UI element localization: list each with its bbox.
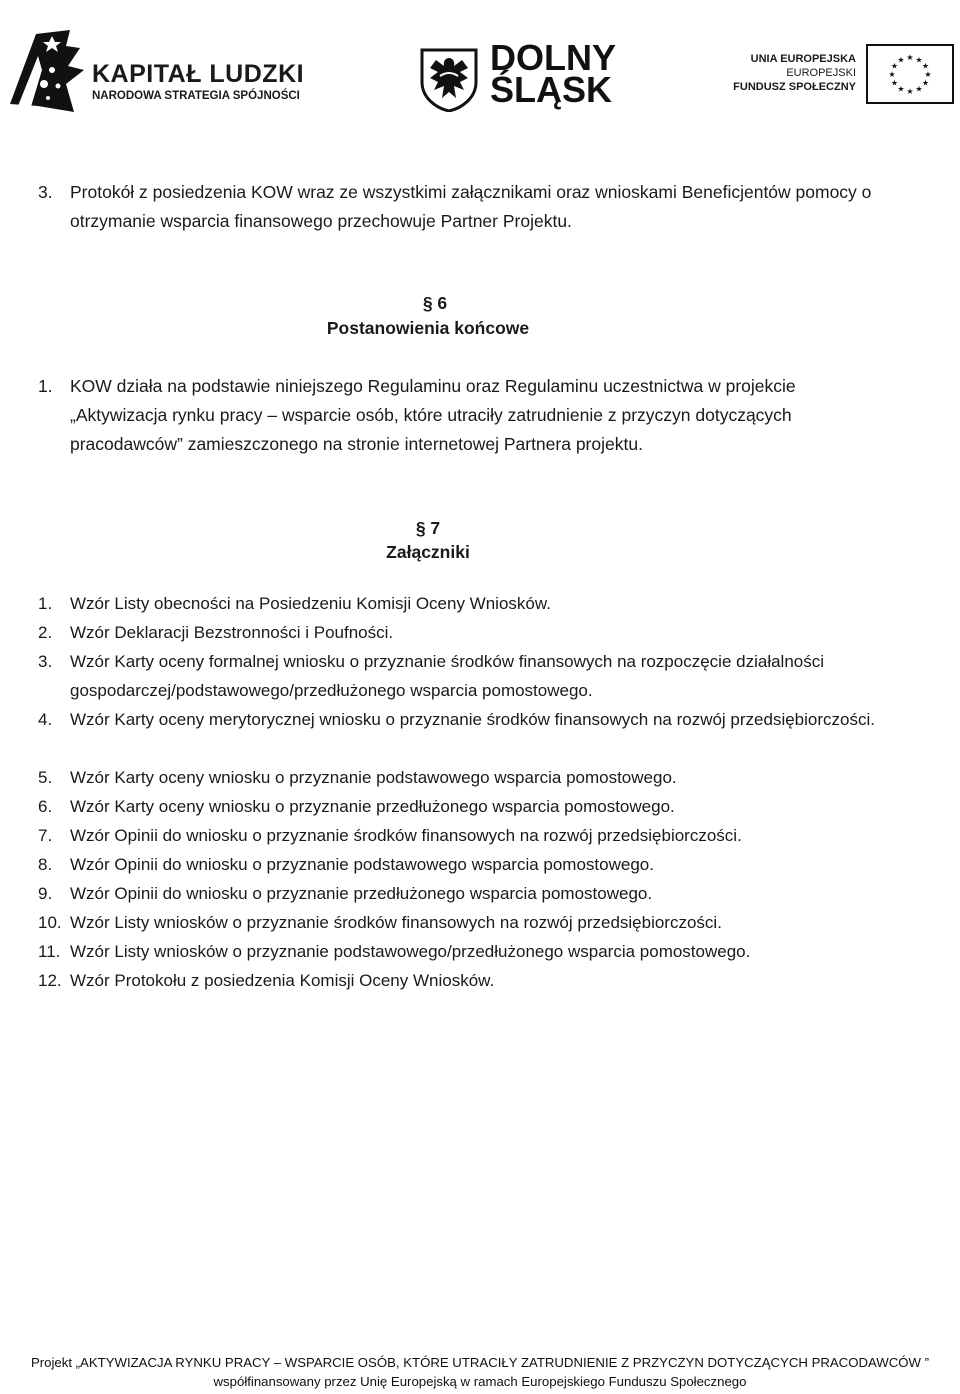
attachment-number: 11. xyxy=(38,942,61,961)
attachment-number: 2. xyxy=(38,623,53,642)
svg-text:★: ★ xyxy=(921,78,930,88)
svg-text:★: ★ xyxy=(897,55,905,65)
attachment-text: Wzór Opinii do wniosku o przyznanie podstawowego wsparcia pomostowego. xyxy=(70,855,654,874)
attachment-text: Wzór Karty oceny formalnej wniosku o przyznanie środków finansowych na rozpoczęcie działalności gospodarczej/podstawowego/przedłużonego wsparcia pomostowego. xyxy=(70,652,825,700)
item-text: Protokół z posiedzenia KOW wraz ze wszystkimi załącznikami oraz wnioskami Beneficjentów pomocy o otrzymanie wsparcia finansowego przechowuje Partner Projektu. xyxy=(70,182,872,231)
kapital-ludzki-mark-icon xyxy=(8,26,88,120)
attachment-text: Wzór Deklaracji Bezstronności i Poufności. xyxy=(70,623,394,642)
svg-text:★: ★ xyxy=(890,61,899,71)
svg-text:★: ★ xyxy=(915,55,923,65)
svg-text:★: ★ xyxy=(921,61,930,71)
page-header xyxy=(0,0,960,150)
svg-text:★: ★ xyxy=(897,84,905,94)
svg-text:★: ★ xyxy=(890,78,899,88)
eagle-crest-icon xyxy=(418,46,480,112)
attachment-number: 6. xyxy=(38,797,53,816)
attachment-number: 7. xyxy=(38,826,53,845)
attachment-text: Wzór Karty oceny wniosku o przyznanie podstawowego wsparcia pomostowego. xyxy=(70,768,677,787)
kapital-ludzki-title: KAPITAŁ LUDZKI xyxy=(92,60,305,88)
attachment-text: Wzór Opinii do wniosku o przyznanie przedłużonego wsparcia pomostowego. xyxy=(70,884,653,903)
dolny-slask-line2: ŚLĄSK xyxy=(490,69,613,110)
attachment-number: 10. xyxy=(38,913,62,932)
attachment-text: Wzór Karty oceny merytorycznej wniosku o przyznanie środków finansowych na rozwój przedsiębiorczości. xyxy=(70,710,875,729)
attachment-text: Wzór Opinii do wniosku o przyznanie środków finansowych na rozwój przedsiębiorczości. xyxy=(70,826,742,845)
kapital-ludzki-logo xyxy=(8,26,305,120)
attachment-number: 5. xyxy=(38,768,53,787)
svg-text:★: ★ xyxy=(915,84,923,94)
dolny-slask-logo xyxy=(418,37,618,114)
page-footer xyxy=(0,1353,960,1391)
attachment-text: Wzór Listy wniosków o przyznanie środków finansowych na rozwój przedsiębiorczości. xyxy=(70,913,722,932)
item-number: 3. xyxy=(38,182,53,202)
eu-flag-icon xyxy=(866,44,954,104)
kapital-ludzki-subtitle: NARODOWA STRATEGIA SPÓJNOŚCI xyxy=(92,90,300,102)
attachment-number: 8. xyxy=(38,855,53,874)
section-7-title: Załączniki xyxy=(386,542,470,562)
section-6-title: Postanowienia końcowe xyxy=(326,318,530,338)
eu-logo xyxy=(734,44,956,108)
attachment-number: 1. xyxy=(38,594,53,613)
item-text: KOW działa na podstawie niniejszego Regulaminu oraz Regulaminu uczestnictwa w projekcie „Aktywizacja rynku pracy – wsparcie osób, które utraciły zatrudnienie z przyczyn dotyczących pracodawców” zamieszczonego na stronie internetowej Partnera projektu. xyxy=(70,376,796,454)
attachment-text: Wzór Karty oceny wniosku o przyznanie przedłużonego wsparcia pomostowego. xyxy=(70,797,675,816)
attachment-text: Wzór Listy wniosków o przyznanie podstawowego/przedłużonego wsparcia pomostowego. xyxy=(70,942,751,961)
svg-text:★: ★ xyxy=(906,53,914,62)
svg-text:★: ★ xyxy=(906,87,914,96)
eu-logo-text xyxy=(733,52,856,94)
section-7-symbol: § 7 xyxy=(415,518,441,538)
attachment-text: Wzór Listy obecności na Posiedzeniu Komisji Oceny Wniosków. xyxy=(70,594,551,613)
attachment-number: 12. xyxy=(38,971,62,990)
eu-line3: FUNDUSZ SPOŁECZNY xyxy=(733,81,856,93)
attachment-number: 4. xyxy=(38,710,53,729)
attachment-number: 9. xyxy=(38,884,53,903)
footer-line2: współfinansowany przez Unię Europejską w ramach Europejskiego Funduszu Społecznego xyxy=(213,1374,747,1389)
attachment-number: 3. xyxy=(38,652,53,671)
attachment-text: Wzór Protokołu z posiedzenia Komisji Oceny Wniosków. xyxy=(70,971,495,990)
eu-line2: EUROPEJSKI xyxy=(786,67,856,79)
dolny-slask-line1: DOLNY xyxy=(490,37,616,78)
svg-text:★: ★ xyxy=(888,70,896,79)
svg-text:★: ★ xyxy=(924,70,932,79)
footer-line1: Projekt „AKTYWIZACJA RYNKU PRACY – WSPARCIE OSÓB, KTÓRE UTRACIŁY ZATRUDNIENIE Z PRZYCZYN DOTYCZĄCYCH PRACODAWCÓW ” xyxy=(30,1355,930,1370)
section-6-symbol: § 6 xyxy=(422,293,448,313)
item-number: 1. xyxy=(38,376,53,396)
eu-line1: UNIA EUROPEJSKA xyxy=(750,53,856,65)
